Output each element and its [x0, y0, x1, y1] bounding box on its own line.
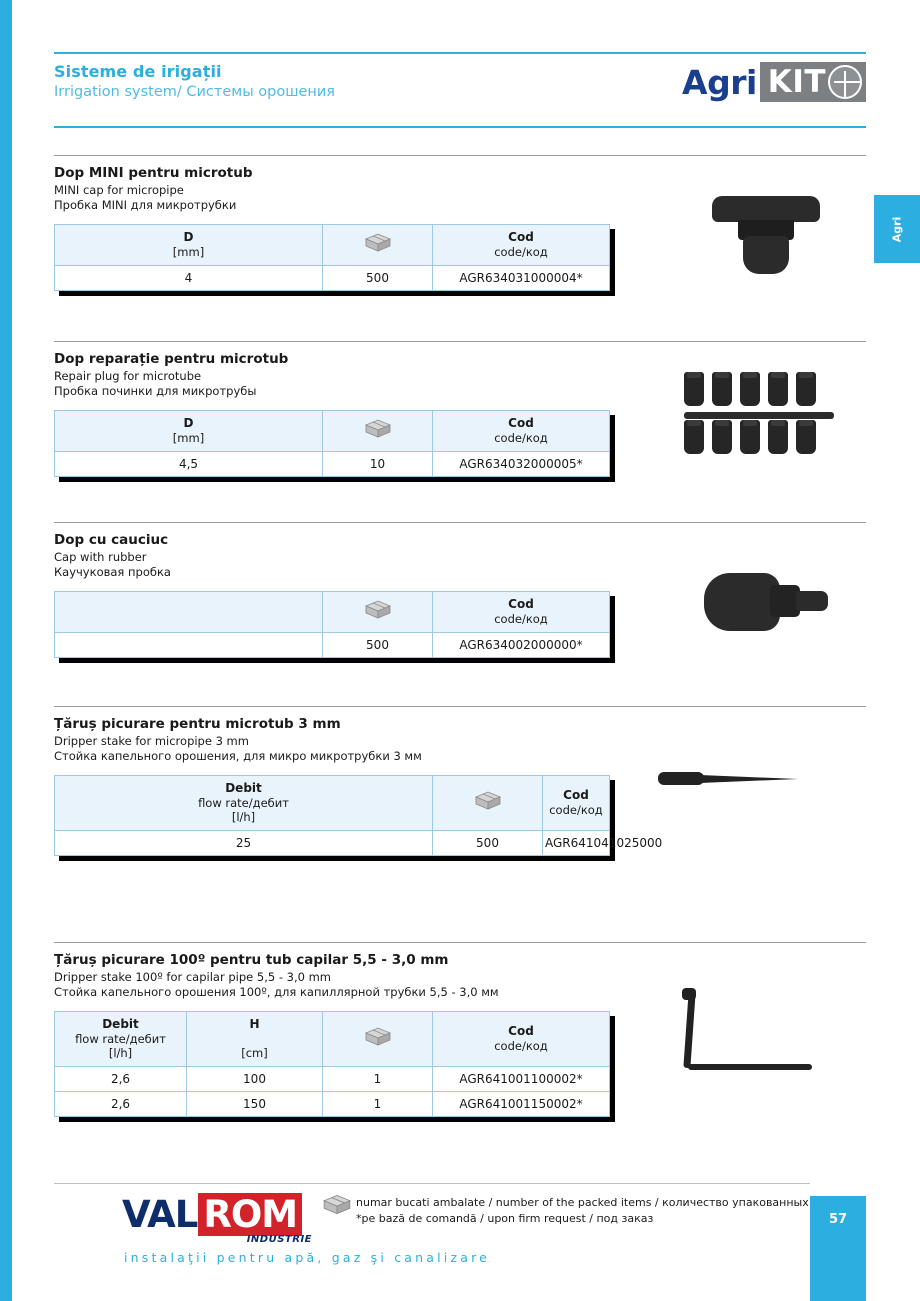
- cell-cod: AGR634002000000*: [433, 632, 610, 657]
- table-header-row: [55, 1011, 610, 1067]
- section-rule: [54, 942, 866, 943]
- logo-agri-text: Agri: [682, 62, 757, 102]
- page-title: Sisteme de irigații: [54, 62, 222, 81]
- footer-note-line1: numar bucati ambalate / number of the packed items / количество упакованных: [356, 1196, 809, 1209]
- col-debit: Debit flow rate/дебит [l/h]: [55, 1011, 187, 1067]
- table-header-row: [55, 591, 610, 632]
- section-title: Dop cu cauciuc: [54, 532, 169, 548]
- rubber-cap-photo: [704, 573, 828, 631]
- cell-package: 10: [323, 451, 433, 476]
- mini-cap-photo: [712, 196, 820, 274]
- footer-note: [356, 1195, 809, 1227]
- col-d: D [mm]: [55, 410, 323, 451]
- cell-cod: AGR634032000005*: [433, 451, 610, 476]
- section-rule: [54, 341, 866, 342]
- logo-kit-text: KIT: [767, 64, 826, 100]
- col-package: [323, 1011, 433, 1067]
- table-row: [55, 1067, 610, 1092]
- page-number-badge: [810, 1196, 866, 1301]
- agri-kit-logo: [682, 60, 866, 104]
- col-package: [323, 591, 433, 632]
- col-d: D [mm]: [55, 224, 323, 265]
- section-subtitle-en: Repair plug for microtube: [54, 368, 202, 383]
- table-row: [55, 451, 610, 476]
- valrom-logo: [122, 1193, 312, 1245]
- wheat-circle-icon: [828, 65, 862, 99]
- section-subtitle-ru: Стойка капельного орошения, для микро микротрубки 3 мм: [54, 749, 422, 764]
- spec-table: [54, 591, 610, 658]
- header-rule-bottom: [54, 126, 866, 128]
- left-edge-bar: [0, 0, 12, 1301]
- section-subtitle-en: MINI cap for micropipe: [54, 182, 184, 197]
- section-subtitle-en: Cap with rubber: [54, 549, 147, 564]
- cell-debit: 2,6: [55, 1067, 187, 1092]
- cell-package: 500: [433, 831, 543, 856]
- cell-d: 4: [55, 265, 323, 290]
- box-icon: [364, 231, 392, 253]
- section-subtitle-en: Dripper stake for micropipe 3 mm: [54, 733, 249, 748]
- cell-empty: [55, 632, 323, 657]
- section-subtitle-ru: Пробка MINI для микротрубки: [54, 198, 237, 213]
- table-row: [55, 1092, 610, 1117]
- spec-table: [54, 410, 610, 477]
- valrom-rom: ROM: [198, 1193, 302, 1236]
- section-subtitle-en: Dripper stake 100º for capilar pipe 5,5 - 3,0 mm: [54, 969, 331, 984]
- section-rule: [54, 155, 866, 156]
- cell-package: 1: [323, 1067, 433, 1092]
- header-rule-top: [54, 52, 866, 54]
- footer-note-line2: *pe bază de comandă / upon firm request / под заказ: [356, 1211, 654, 1225]
- col-package: [323, 410, 433, 451]
- footer-box-icon-wrap: [322, 1192, 352, 1220]
- section-subtitle-ru: Каучуковая пробка: [54, 565, 171, 580]
- section-rule: [54, 706, 866, 707]
- dripper-stake-photo: [658, 766, 798, 792]
- cell-debit: 25: [55, 831, 433, 856]
- cell-cod: AGR634031000004*: [433, 265, 610, 290]
- cell-cod: AGR641001100002*: [433, 1067, 610, 1092]
- cell-cod: AGR641001150002*: [433, 1092, 610, 1117]
- valrom-tagline: instalaţii pentru apă, gaz şi canalizare: [124, 1250, 491, 1265]
- table-row: [55, 831, 610, 856]
- table-header-row: [55, 410, 610, 451]
- col-cod: Cod code/код: [543, 775, 610, 831]
- box-icon: [474, 789, 502, 811]
- section-subtitle-ru: Пробка починки для микротрубы: [54, 384, 257, 399]
- col-cod: Cod code/код: [433, 224, 610, 265]
- valrom-val: VAL: [122, 1193, 198, 1236]
- col-cod: Cod code/код: [433, 1011, 610, 1067]
- cell-package: 1: [323, 1092, 433, 1117]
- col-h: H [cm]: [187, 1011, 323, 1067]
- box-icon: [322, 1192, 352, 1216]
- cell-cod: AGR641041025000: [543, 831, 610, 856]
- cell-d: 4,5: [55, 451, 323, 476]
- section-title: Dop MINI pentru microtub: [54, 165, 253, 181]
- footer-rule: [54, 1183, 810, 1184]
- section-title: Dop reparație pentru microtub: [54, 351, 289, 367]
- col-cod: Cod code/код: [433, 410, 610, 451]
- spec-table: [54, 775, 663, 857]
- side-tab-label: Agri: [890, 216, 904, 242]
- table-row: [55, 265, 610, 290]
- col-debit: Debit flow rate/дебит [l/h]: [55, 775, 433, 831]
- spec-table: [54, 1011, 610, 1118]
- table-row: [55, 632, 610, 657]
- table-header-row: [55, 224, 610, 265]
- box-icon: [364, 417, 392, 439]
- side-tab-agri: [874, 195, 920, 263]
- cell-debit: 2,6: [55, 1092, 187, 1117]
- logo-kit-box: [760, 62, 866, 102]
- valrom-industrie: INDUSTRIE: [246, 1234, 312, 1245]
- section-title: Țăruș picurare pentru microtub 3 mm: [54, 716, 341, 732]
- dripper-stake-100-photo: [682, 992, 812, 1082]
- table-header-row: [55, 775, 610, 831]
- cell-h: 150: [187, 1092, 323, 1117]
- col-package: [323, 224, 433, 265]
- box-icon: [364, 1025, 392, 1047]
- cell-package: 500: [323, 265, 433, 290]
- page-subtitle: Irrigation system/ Системы орошения: [54, 84, 336, 100]
- col-cod: Cod code/код: [433, 591, 610, 632]
- section-rule: [54, 522, 866, 523]
- section-subtitle-ru: Стойка капельного орошения 100º, для капиллярной трубки 5,5 - 3,0 мм: [54, 985, 499, 1000]
- cell-h: 100: [187, 1067, 323, 1092]
- spec-table: [54, 224, 610, 291]
- valrom-wordmark: [122, 1193, 312, 1236]
- section-title: Țăruș picurare 100º pentru tub capilar 5,5 - 3,0 mm: [54, 952, 449, 968]
- col-empty: [55, 591, 323, 632]
- cell-package: 500: [323, 632, 433, 657]
- page-number: 57: [828, 1212, 848, 1227]
- col-package: [433, 775, 543, 831]
- box-icon: [364, 598, 392, 620]
- repair-plugs-photo: [684, 372, 834, 462]
